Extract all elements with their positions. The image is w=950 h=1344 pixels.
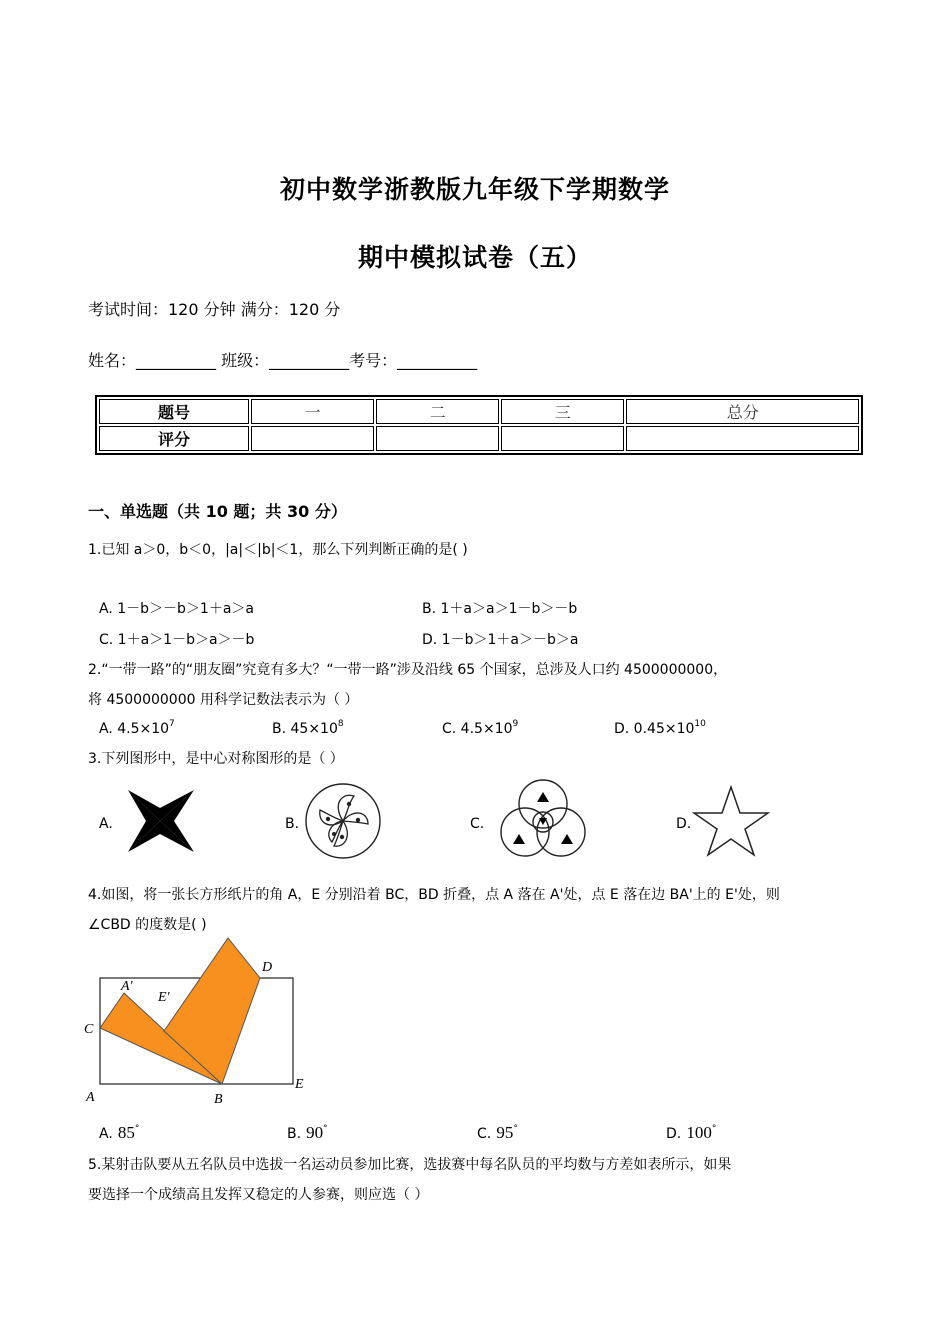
- q2-option-c-exp: 9: [512, 719, 519, 729]
- q3-label-d: D.: [676, 816, 692, 832]
- q3-label-c: C.: [470, 816, 485, 832]
- exam-info: 考试时间：120 分钟 满分：120 分: [88, 300, 341, 319]
- score-header-cell: 二: [376, 399, 499, 424]
- student-info-line: 姓名：__________ 班级：__________考号：__________: [88, 351, 478, 370]
- label-a-prime: A': [121, 979, 133, 994]
- bauhinia-flower-icon: [302, 782, 384, 860]
- label-b: B: [214, 1092, 223, 1107]
- q4-option-c: [477, 1123, 518, 1143]
- q5-stem-line2: 要选择一个成绩高且发挥又稳定的人参赛，则应选（ ）: [88, 1187, 429, 1203]
- q2-option-b-base: B. 45×10: [272, 721, 338, 737]
- q4-option-d-value: 100: [686, 1123, 712, 1142]
- five-point-star-icon: [692, 785, 770, 857]
- score-table: [95, 395, 863, 455]
- label-e-prime: E': [158, 990, 170, 1005]
- q4-option-b: [287, 1123, 328, 1143]
- q2-option-d-base: D. 0.45×10: [614, 721, 695, 737]
- q2-option-a: [99, 719, 175, 737]
- q2-stem-line1: 2.“一带一路”的“朋友圈”究竟有多大？“一带一路”涉及沿线 65 个国家，总涉及人口约 4500000000，: [88, 662, 728, 678]
- four-petal-shape-icon: [124, 788, 196, 854]
- q4-option-c-value: 95: [496, 1123, 514, 1142]
- q2-option-a-base: A. 4.5×10: [99, 721, 170, 737]
- score-header-cell: 总分: [626, 399, 859, 424]
- section-heading: 一、单选题（共 10 题；共 30 分）: [88, 502, 347, 521]
- q4-option-c-unit: °: [513, 1124, 518, 1134]
- q4-option-a: [99, 1123, 139, 1143]
- q2-stem-line2: 将 4500000000 用科学记数法表示为（ ）: [88, 692, 359, 708]
- q4-option-c-letter: C.: [477, 1126, 492, 1142]
- q1-option-c: C. 1＋a＞1－b＞a＞－b: [99, 632, 255, 648]
- q3-label-a: A.: [99, 816, 113, 832]
- label-c: C: [84, 1022, 94, 1037]
- score-cell[interactable]: [376, 426, 499, 451]
- label-a: A: [86, 1090, 95, 1105]
- score-row-label: 评分: [99, 426, 249, 451]
- q4-stem-line2: ∠CBD 的度数是( ): [88, 917, 207, 933]
- q1-option-b: B. 1＋a＞a＞1－b＞－b: [422, 601, 578, 617]
- q4-option-b-value: 90: [306, 1123, 324, 1142]
- q2-option-c-base: C. 4.5×10: [442, 721, 513, 737]
- score-header-cell: 题号: [99, 399, 249, 424]
- q4-option-d-letter: D.: [666, 1126, 682, 1142]
- q4-stem-line1: 4.如图，将一张长方形纸片的角 A，E 分别沿着 BC，BD 折叠，点 A 落在 A'处，点 E 落在边 BA'上的 E'处，则: [88, 887, 780, 903]
- q4-option-d-unit: °: [711, 1124, 717, 1134]
- q1-option-a: A. 1－b＞－b＞1＋a＞a: [99, 601, 254, 617]
- q3-label-b: B.: [285, 816, 300, 832]
- folded-paper-figure: [80, 935, 320, 1110]
- triquetra-triangles-icon: [495, 776, 591, 860]
- label-d: D: [262, 960, 273, 975]
- q2-option-d: [614, 719, 706, 737]
- title-line-1: 初中数学浙教版九年级下学期数学: [279, 175, 670, 204]
- q4-option-a-unit: °: [134, 1124, 140, 1134]
- score-header-cell: 三: [501, 399, 624, 424]
- title-line-2: 期中模拟试卷（五）: [357, 243, 592, 272]
- q2-option-b-exp: 8: [337, 719, 344, 729]
- score-table-header-row: [99, 399, 859, 424]
- score-cell[interactable]: [501, 426, 624, 451]
- score-cell[interactable]: [626, 426, 859, 451]
- score-cell[interactable]: [251, 426, 374, 451]
- q1-stem: 1.已知 a＞0，b＜0，|a|＜|b|＜1，那么下列判断正确的是( ): [88, 542, 468, 558]
- q4-option-a-value: 85: [117, 1123, 135, 1142]
- q2-option-c: [442, 719, 518, 737]
- q2-option-d-exp: 10: [694, 719, 706, 729]
- q4-option-b-unit: °: [323, 1124, 328, 1134]
- score-table-score-row: [99, 426, 859, 451]
- q4-option-d: [666, 1123, 716, 1143]
- q4-option-a-letter: A.: [99, 1126, 113, 1142]
- q4-option-b-letter: B.: [287, 1126, 302, 1142]
- q2-option-b: [272, 719, 344, 737]
- q3-stem: 3.下列图形中，是中心对称图形的是（ ）: [88, 751, 344, 767]
- label-e: E: [295, 1077, 304, 1092]
- q1-option-d: D. 1－b＞1＋a＞－b＞a: [422, 632, 579, 648]
- q2-option-a-exp: 7: [169, 719, 175, 729]
- q5-stem-line1: 5.某射击队要从五名队员中选拔一名运动员参加比赛，选拔赛中每名队员的平均数与方差如表所示，如果: [88, 1157, 732, 1173]
- score-header-cell: 一: [251, 399, 374, 424]
